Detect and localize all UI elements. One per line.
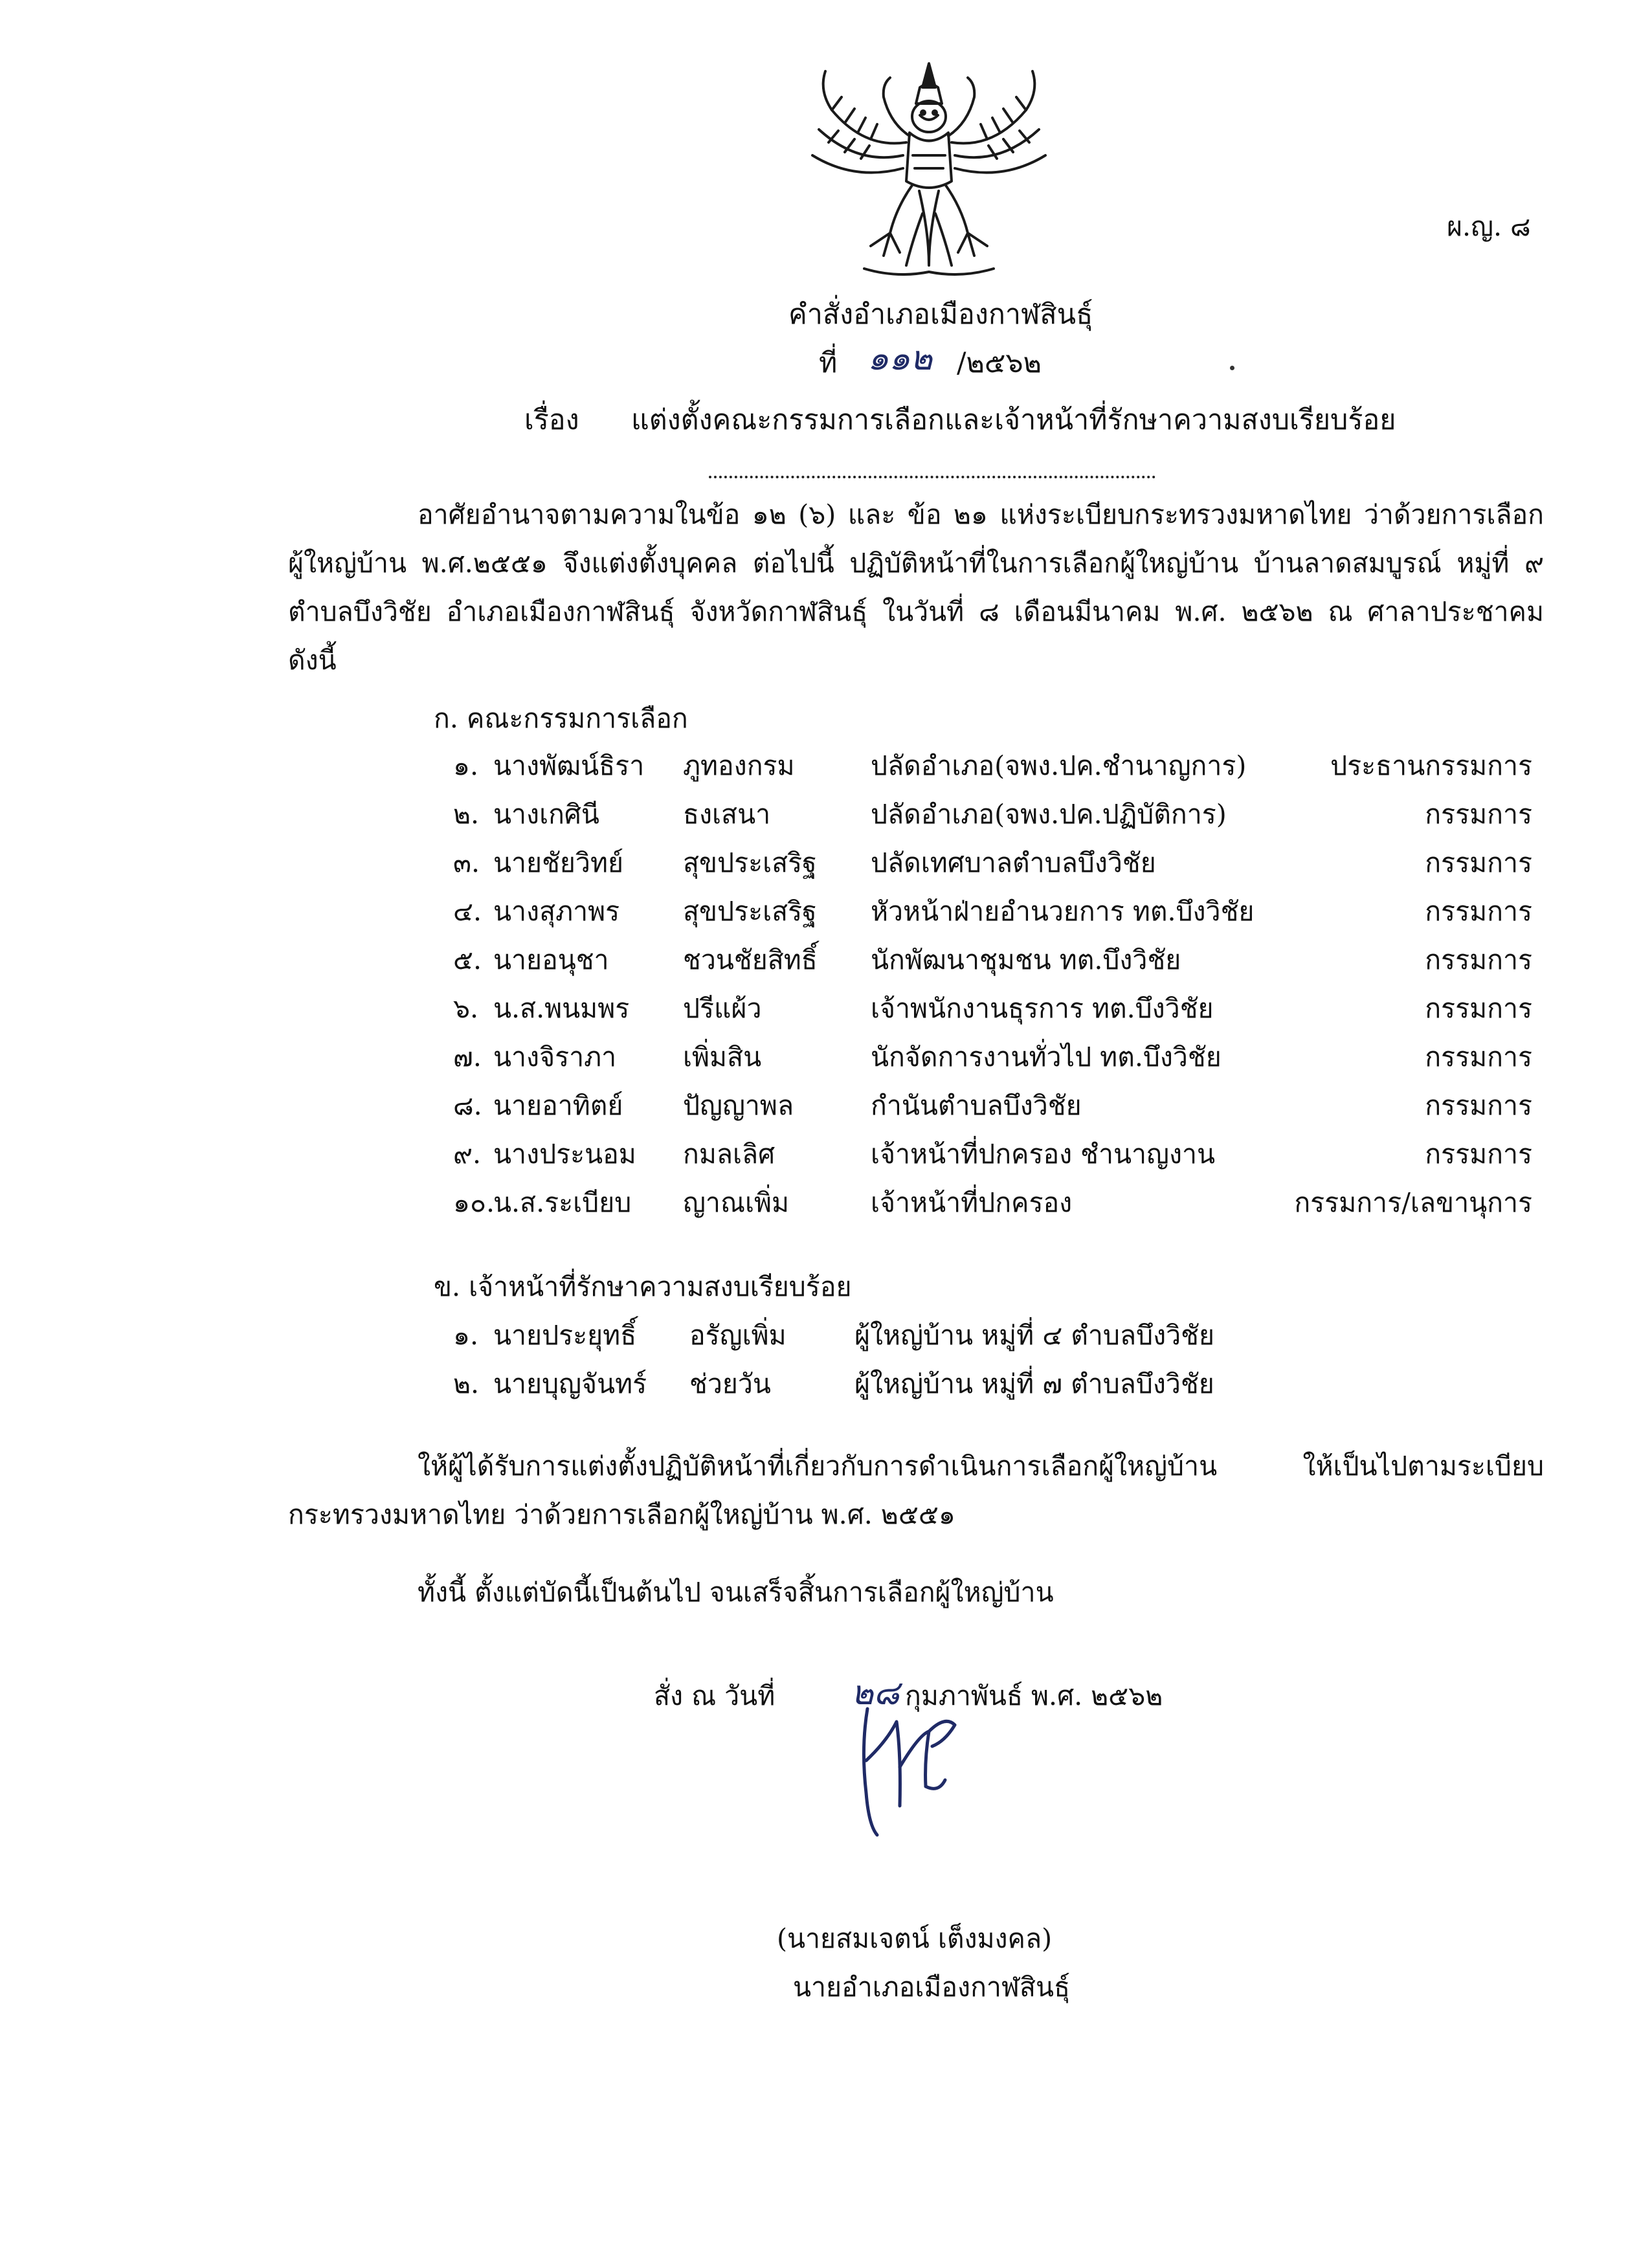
member-number: ๔. bbox=[453, 896, 482, 927]
member-role: กรรมการ bbox=[1425, 1139, 1532, 1170]
document-code: ผ.ญ. ๘ bbox=[1447, 211, 1531, 242]
officer-last-name: ช่วยวัน bbox=[689, 1368, 771, 1399]
member-position: เจ้าหน้าที่ปกครอง bbox=[871, 1187, 1073, 1218]
member-first-name: น.ส.ระเบียบ bbox=[493, 1187, 632, 1218]
member-last-name: ญาณเพิ่ม bbox=[683, 1187, 790, 1218]
member-role: กรรมการ bbox=[1425, 944, 1532, 975]
duty-line: กระทรวงมหาดไทย ว่าด้วยการเลือกผู้ใหญ่บ้าน พ.ศ. ๒๕๕๑ bbox=[288, 1499, 955, 1530]
committee-row bbox=[0, 847, 1652, 889]
signatory-name: (นายสมเจตน์ เต็งมงคล) bbox=[777, 1923, 1053, 1954]
member-position: กำนันตำบลบึงวิชัย bbox=[871, 1090, 1082, 1121]
officer-first-name: นายประยุทธิ์ bbox=[493, 1320, 637, 1351]
section-a-title: ก. คณะกรรมการเลือก bbox=[434, 703, 688, 734]
order-date-suffix: กุมภาพันธ์ พ.ศ. ๒๕๖๒ bbox=[905, 1680, 1163, 1711]
member-role: กรรมการ bbox=[1425, 847, 1532, 878]
member-first-name: นางพัฒน์ธิรา bbox=[493, 750, 645, 781]
member-number: ๘. bbox=[453, 1090, 482, 1121]
committee-row bbox=[0, 995, 1652, 1034]
member-last-name: ธงเสนา bbox=[683, 799, 771, 830]
officer-last-name: อรัญเพิ่ม bbox=[689, 1320, 787, 1351]
order-number-handwritten: ๑๑๒ bbox=[867, 339, 933, 378]
member-number: ๕. bbox=[453, 944, 482, 975]
member-first-name: นางประนอม bbox=[493, 1139, 636, 1170]
member-role: กรรมการ/เลขานุการ bbox=[1294, 1187, 1532, 1218]
officer-position: ผู้ใหญ่บ้าน หมู่ที่ ๗ ตำบลบึงวิชัย bbox=[854, 1368, 1214, 1399]
intro-line: ดังนี้ bbox=[288, 645, 337, 676]
subject-text: แต่งตั้งคณะกรรมการเลือกและเจ้าหน้าที่รักษาความสงบเรียบร้อย bbox=[631, 404, 1396, 436]
order-number-prefix: ที่ bbox=[819, 347, 838, 379]
member-last-name: สุขประเสริฐ bbox=[683, 847, 817, 878]
officer-number: ๑. bbox=[453, 1320, 479, 1351]
committee-row bbox=[0, 1041, 1652, 1083]
member-first-name: น.ส.พนมพร bbox=[493, 993, 630, 1024]
member-position: ปลัดอำเภอ(จพง.ปค.ปฏิบัติการ) bbox=[871, 799, 1227, 830]
committee-row bbox=[0, 1141, 1652, 1180]
subject-label: เรื่อง bbox=[524, 404, 579, 436]
member-role: กรรมการ bbox=[1425, 1041, 1532, 1073]
committee-row bbox=[0, 750, 1652, 792]
member-last-name: เพิ่มสิน bbox=[683, 1041, 762, 1073]
intro-line: ผู้ใหญ่บ้าน พ.ศ.๒๕๕๑ จึงแต่งตั้งบุคคล ต่อไปนี้ ปฏิบัติหน้าที่ในการเลือกผู้ใหญ่บ้าน บ้านลาดสมบูรณ์ หมู่ที่ ๙ bbox=[288, 548, 1544, 579]
signature-image bbox=[848, 1696, 977, 1845]
section-b-title: ข. เจ้าหน้าที่รักษาความสงบเรียบร้อย bbox=[434, 1271, 852, 1302]
intro-line: อาศัยอำนาจตามความในข้อ ๑๒ (๖) และ ข้อ ๒๑ แห่งระเบียบกระทรวงมหาดไทย ว่าด้วยการเลือก bbox=[418, 499, 1544, 530]
member-position: ปลัดอำเภอ(จพง.ปค.ชำนาญการ) bbox=[871, 750, 1247, 781]
officer-number: ๒. bbox=[453, 1368, 480, 1399]
member-position: เจ้าพนักงานธุรการ ทต.บึงวิชัย bbox=[871, 993, 1214, 1024]
member-last-name: ภูทองกรม bbox=[683, 750, 795, 781]
member-position: นักจัดการงานทั่วไป ทต.บึงวิชัย bbox=[871, 1041, 1222, 1073]
member-number: ๗. bbox=[453, 1041, 482, 1073]
officer-position: ผู้ใหญ่บ้าน หมู่ที่ ๔ ตำบลบึงวิชัย bbox=[854, 1320, 1215, 1351]
member-number: ๓. bbox=[453, 847, 480, 878]
member-last-name: สุขประเสริฐ bbox=[683, 896, 817, 927]
order-date-prefix: สั่ง ณ วันที่ bbox=[654, 1680, 776, 1711]
officer-first-name: นายบุญจันทร์ bbox=[493, 1368, 647, 1399]
member-position: หัวหน้าฝ่ายอำนวยการ ทต.บึงวิชัย bbox=[871, 896, 1255, 927]
member-role: ประธานกรรมการ bbox=[1330, 750, 1532, 781]
member-number: ๖. bbox=[453, 993, 479, 1024]
garuda-emblem bbox=[793, 52, 1065, 285]
ink-speck bbox=[1230, 366, 1234, 370]
intro-line: ตำบลบึงวิชัย อำเภอเมืองกาฬสินธุ์ จังหวัดกาฬสินธุ์ ในวันที่ ๘ เดือนมีนาคม พ.ศ. ๒๕๖๒ ณ ศาลาประชาคม bbox=[288, 596, 1544, 627]
committee-row bbox=[0, 1187, 1652, 1228]
member-role: กรรมการ bbox=[1425, 896, 1532, 927]
member-position: นักพัฒนาชุมชน ทต.บึงวิชัย bbox=[871, 944, 1181, 975]
member-first-name: นางสุภาพร bbox=[493, 896, 620, 927]
committee-row bbox=[0, 801, 1652, 840]
order-number-year: /๒๕๖๒ bbox=[957, 347, 1042, 379]
member-role: กรรมการ bbox=[1425, 799, 1532, 830]
member-number: ๙. bbox=[453, 1139, 482, 1170]
header-divider bbox=[709, 476, 1155, 478]
order-title: คำสั่งอำเภอเมืองกาฬสินธุ์ bbox=[788, 298, 1093, 331]
member-role: กรรมการ bbox=[1425, 1090, 1532, 1121]
member-position: ปลัดเทศบาลตำบลบึงวิชัย bbox=[871, 847, 1156, 878]
officer-row bbox=[0, 1368, 1652, 1410]
effective-statement: ทั้งนี้ ตั้งแต่บัดนี้เป็นต้นไป จนเสร็จสิ้นการเลือกผู้ใหญ่บ้าน bbox=[418, 1577, 1054, 1608]
member-first-name: นายอนุชา bbox=[493, 944, 609, 975]
committee-row bbox=[0, 898, 1652, 937]
committee-row bbox=[0, 1090, 1652, 1131]
member-last-name: ปัญญาพล bbox=[683, 1090, 794, 1121]
member-last-name: กมลเลิศ bbox=[683, 1139, 776, 1170]
signatory-title: นายอำเภอเมืองกาฬสินธุ์ bbox=[793, 1972, 1071, 2003]
member-number: ๑. bbox=[453, 750, 479, 781]
member-number: ๑๐. bbox=[453, 1187, 495, 1218]
duty-line: ให้ผู้ได้รับการแต่งตั้งปฏิบัติหน้าที่เกี่ยวกับการดำเนินการเลือกผู้ใหญ่บ้าน ให้เป็นไปตามระเบียบ bbox=[418, 1451, 1544, 1482]
committee-row bbox=[0, 944, 1652, 986]
member-first-name: นายชัยวิทย์ bbox=[493, 847, 623, 878]
order-date-day: ๒๘ bbox=[851, 1674, 900, 1713]
member-last-name: ชวนชัยสิทธิ์ bbox=[683, 944, 818, 975]
member-number: ๒. bbox=[453, 799, 480, 830]
member-first-name: นายอาทิตย์ bbox=[493, 1090, 623, 1121]
member-first-name: นางเกศินี bbox=[493, 799, 599, 830]
member-role: กรรมการ bbox=[1425, 993, 1532, 1024]
officer-row bbox=[0, 1322, 1652, 1361]
member-position: เจ้าหน้าที่ปกครอง ชำนาญงาน bbox=[871, 1139, 1216, 1170]
member-last-name: ปรีแผ้ว bbox=[683, 993, 762, 1024]
member-first-name: นางจิราภา bbox=[493, 1041, 617, 1073]
